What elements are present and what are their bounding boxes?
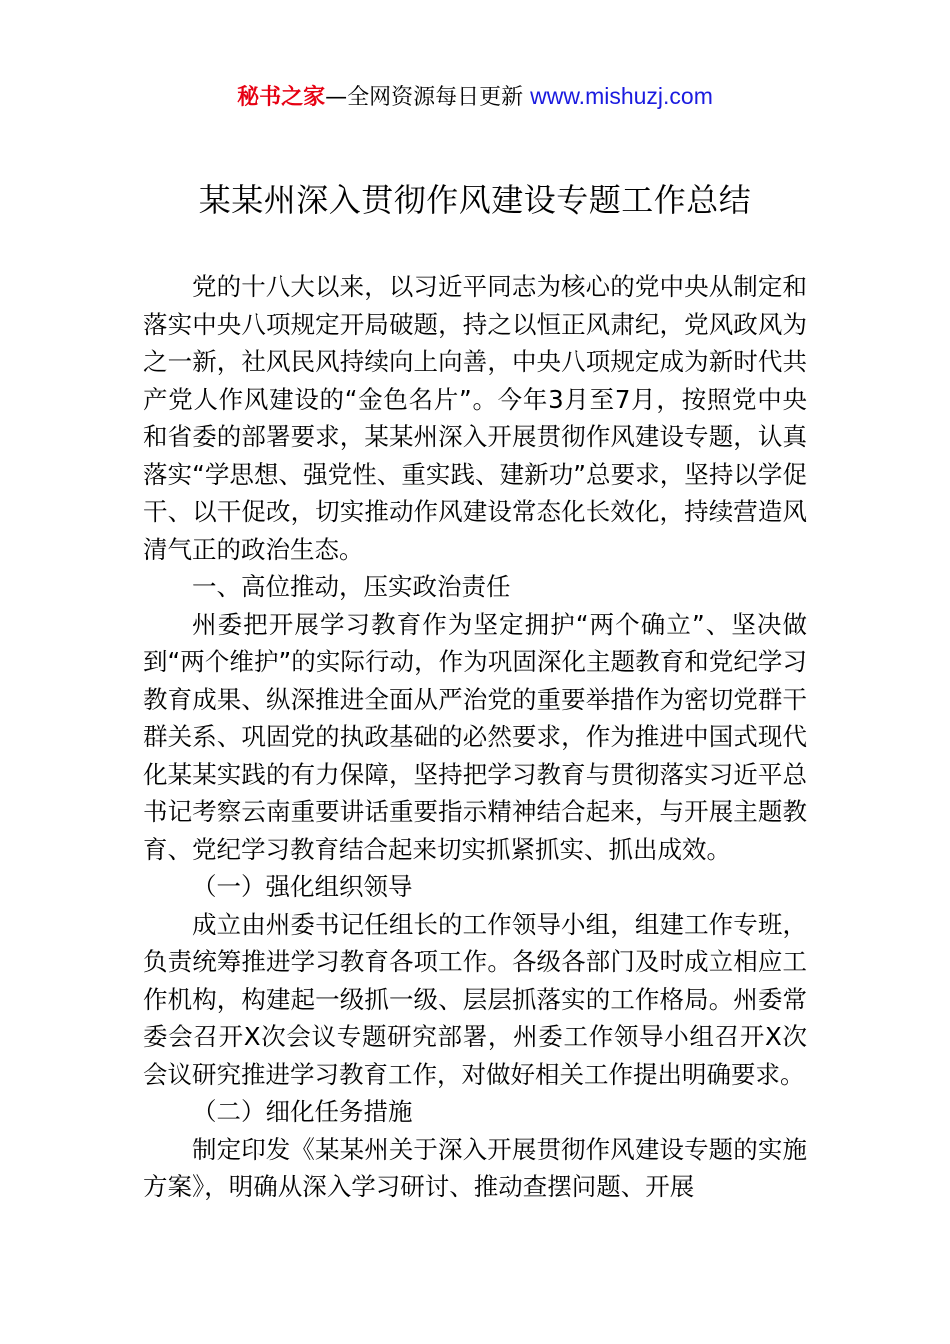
subsection-1-heading: （一）强化组织领导	[192, 872, 413, 901]
section-1-paragraph: 州委把开展学习教育作为坚定拥护“两个确立”、坚决做到“两个维护”的实际行动，作为巩固深化主题教育和党纪学习教育成果、纵深推进全面从严治党的重要举措作为密切党群干群关系、巩固党的执政基础的必然要求，作为推进中国式现代化某某实践的有力保障，坚持把学习教育与贯彻落实习近平总书记考察云南重要讲话重要指示精神结合起来，与开展主题教育、党纪学习教育结合起来切实抓紧抓实、抓出成效。	[143, 609, 807, 864]
header-tagline: —全网资源每日更新	[325, 85, 531, 110]
subsection-2-heading: （二）细化任务措施	[192, 1097, 413, 1126]
subsection-1-paragraph: 成立由州委书记任组长的工作领导小组，组建工作专班，负责统筹推进学习教育各项工作。各级各部门及时成立相应工作机构，构建起一级抓一级、层层抓落实的工作格局。州委常委会召开X次会议专题研究部署，州委工作领导小组召开X次会议研究推进学习教育工作，对做好相关工作提出明确要求。	[143, 909, 807, 1089]
site-url-link[interactable]: www.mishuzj.com	[530, 83, 713, 109]
document-body	[143, 268, 807, 1206]
intro-paragraph: 党的十八大以来，以习近平同志为核心的党中央从制定和落实中央八项规定开局破题，持之以恒正风肃纪，党风政风为之一新，社风民风持续向上向善，中央八项规定成为新时代共产党人作风建设的“金色名片”。今年3月至7月，按照党中央和省委的部署要求，某某州深入开展贯彻作风建设专题，认真落实“学思想、强党性、重实践、建新功”总要求，坚持以学促干、以干促改，切实推动作风建设常态化长效化，持续营造风清气正的政治生态。	[143, 272, 807, 564]
site-header	[0, 80, 950, 114]
document-title: 某某州深入贯彻作风建设专题工作总结	[198, 181, 752, 219]
subsection-2-paragraph: 制定印发《某某州关于深入开展贯彻作风建设专题的实施方案》，明确从深入学习研讨、推动查摆问题、开展	[143, 1134, 807, 1201]
brand-name: 秘书之家	[237, 85, 326, 110]
section-1-heading: 一、高位推动，压实政治责任	[192, 572, 511, 601]
